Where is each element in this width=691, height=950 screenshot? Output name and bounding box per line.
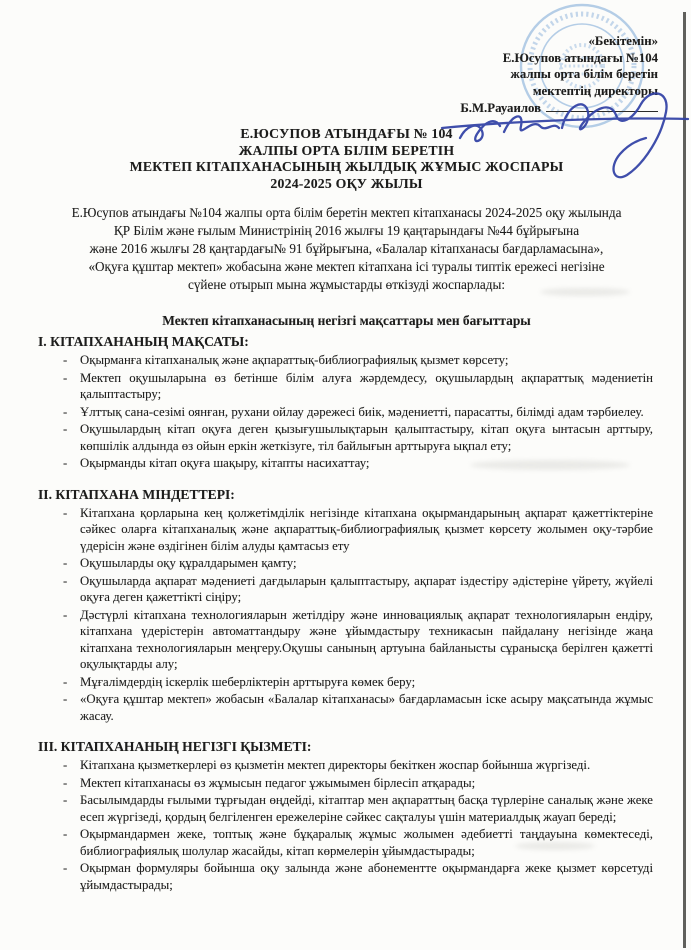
intro-line: сүйене отырып мына жұмыстарды өткізуді жоспарлады: (187, 277, 505, 292)
approval-line: Е.Юсупов атындағы №104 (502, 50, 658, 65)
list-item: - Мектеп кітапханасы өз жұмысын педагог ұжымымен бірлесіп атқарады; (38, 775, 655, 792)
section-functions (38, 738, 655, 893)
director-name: Б.М.Рауаилов (460, 101, 541, 115)
director-signature-icon (420, 76, 691, 198)
title-line: МЕКТЕП КІТАПХАНАСЫНЫҢ ЖЫЛДЫҚ ЖҰМЫС ЖОСПАРЫ (129, 159, 564, 174)
main-heading: Мектеп кітапханасының негізгі мақсаттары мен бағыттары (162, 313, 531, 328)
list-item: - Ұлттық сана-сезімі оянған, рухани ойлау дәрежесі биік, мәдениетті, парасатты, білімді адам тәрбиелеу. (38, 404, 655, 421)
section-title: II. КІТАПХАНА МІНДЕТТЕРІ: (38, 486, 235, 502)
list-item: - Басылымдарды ғылыми тұрғыдан өңдейді, кітаптар мен ақпараттың басқа түрлеріне саналық және жеке есеп жүргізеді, қордың белгіленген ережелеріне сәйкес сақталуы үшін материалдық жауап береді; (38, 792, 655, 825)
list-item: - «Оқуға құштар мектеп» жобасын «Балалар кітапханасы» бағдарламасын іске асыру мақсатында жұмыс жасау. (38, 691, 655, 724)
title-line: ЖАЛПЫ ОРТА БІЛІМ БЕРЕТІН (238, 142, 455, 158)
list-item: - Оқушылардың кітап оқуға деген қызығушылықтарын қалыптастыру, кітап оқуға ынтасын арттыру, көпшілік алдында өз ойын еркін жеткізуге, тіл байлығын арттыруға ықпал ету; (38, 421, 655, 454)
approval-line: жалпы орта білім беретін (510, 67, 658, 81)
intro-line: ҚР Білім және ғылым Министрінің 2016 жылғы 19 қаңтарындағы №44 бұйрығына (113, 223, 580, 238)
list-item: - Мұғалімдердің іскерлік шеберліктерін арттыруға көмек беру; (38, 674, 655, 691)
list-item: - Оқырман формуляры бойынша оқу залында және абонементте оқырмандарға жеке қызмет көрсетуді ұйымдастырады; (38, 860, 655, 893)
approval-line: мектептің директоры (532, 83, 658, 98)
section-title: I. КІТАПХАНАНЫҢ МАҚСАТЫ: (38, 334, 249, 349)
list-item: - Мектеп оқушыларына өз бетінше білім алуға жәрдемдесу, оқушылардың ақпараттық мәдениетін қалыптастыру; (38, 370, 655, 403)
title-line: 2024-2025 ОҚУ ЖЫЛЫ (270, 175, 423, 191)
list-item: - Оқырманға кітапханалық және ақпараттық-библиографиялық қызмет көрсету; (38, 352, 655, 369)
intro-line: және 2016 жылғы 28 қаңтардағы№ 91 бұйрығына, «Балалар кітапханасы бағдарламасына», (89, 241, 604, 256)
list-item: - Оқушыларды оқу құралдарымен қамту; (38, 555, 655, 572)
list-item: - Кітапхана қызметкерлері өз қызметін мектеп директоры бекіткен жоспар бойынша жүргізеді. (38, 757, 655, 774)
list-item: - Оқырманды кітап оқуға шақыру, кітапты насихаттау; (38, 455, 655, 472)
list-item: - Дәстүрлі кітапхана технологияларын жетілдіру және инновациялық ақпарат технологияларын ендіру, кітапхана үдерістерін автоматтандыру және ұйымдастыру техникасын пайдалану негізінде жаңа кітапхана технологияларын меңгеру.Оқушы санының артуына байланысты сұранысқа берілген қажетті оқулықтарды алу; (38, 607, 655, 673)
approval-line: «Бекітемін» (588, 34, 658, 48)
intro-line: Е.Юсупов атындағы №104 жалпы орта білім беретін мектеп кітапханасы 2024-2025 оқу жылында (71, 205, 622, 220)
section-duties-list (38, 505, 655, 725)
intro-line: «Оқуға құштар мектеп» жобасына және мектеп кітапхана ісі туралы типтік ережесі негізіне (88, 259, 605, 274)
document-body (0, 126, 691, 894)
section-goals-list (38, 352, 655, 472)
title-line: Е.ЮСУПОВ АТЫНДАҒЫ № 104 (240, 126, 453, 141)
list-item: - Оқырмандармен жеке, топтық және бұқаралық жұмыс жолымен әдебиетті таңдауына көмектеседі, библиографиялық шолулар жасайды, кітап көрмелерін ұйымдастырады; (38, 826, 655, 859)
intro-paragraph (38, 204, 655, 294)
section-functions-list (38, 757, 655, 893)
list-item: - Оқушыларда ақпарат мәдениеті дағдыларын қалыптастыру, ақпарат іздестіру әдістеріне үйрету, жүйелі оқуға деген қажеттікті сіңіру; (38, 573, 655, 606)
section-title: III. КІТАПХАНАНЫҢ НЕГІЗГІ ҚЫЗМЕТІ: (38, 739, 312, 754)
list-item: - Кітапхана қорларына кең қолжетімділік негізінде кітапхана оқырмандарының ақпарат қажеттіктеріне сәйкес оларға кітапханалық және ақпараттық-библиографиялық қызмет көрсету жолымен оқу-тәрбие үдерісін және өздігінен білім алуды қамтасыз ету (38, 505, 655, 555)
section-duties (38, 486, 655, 725)
section-goals (38, 333, 655, 472)
